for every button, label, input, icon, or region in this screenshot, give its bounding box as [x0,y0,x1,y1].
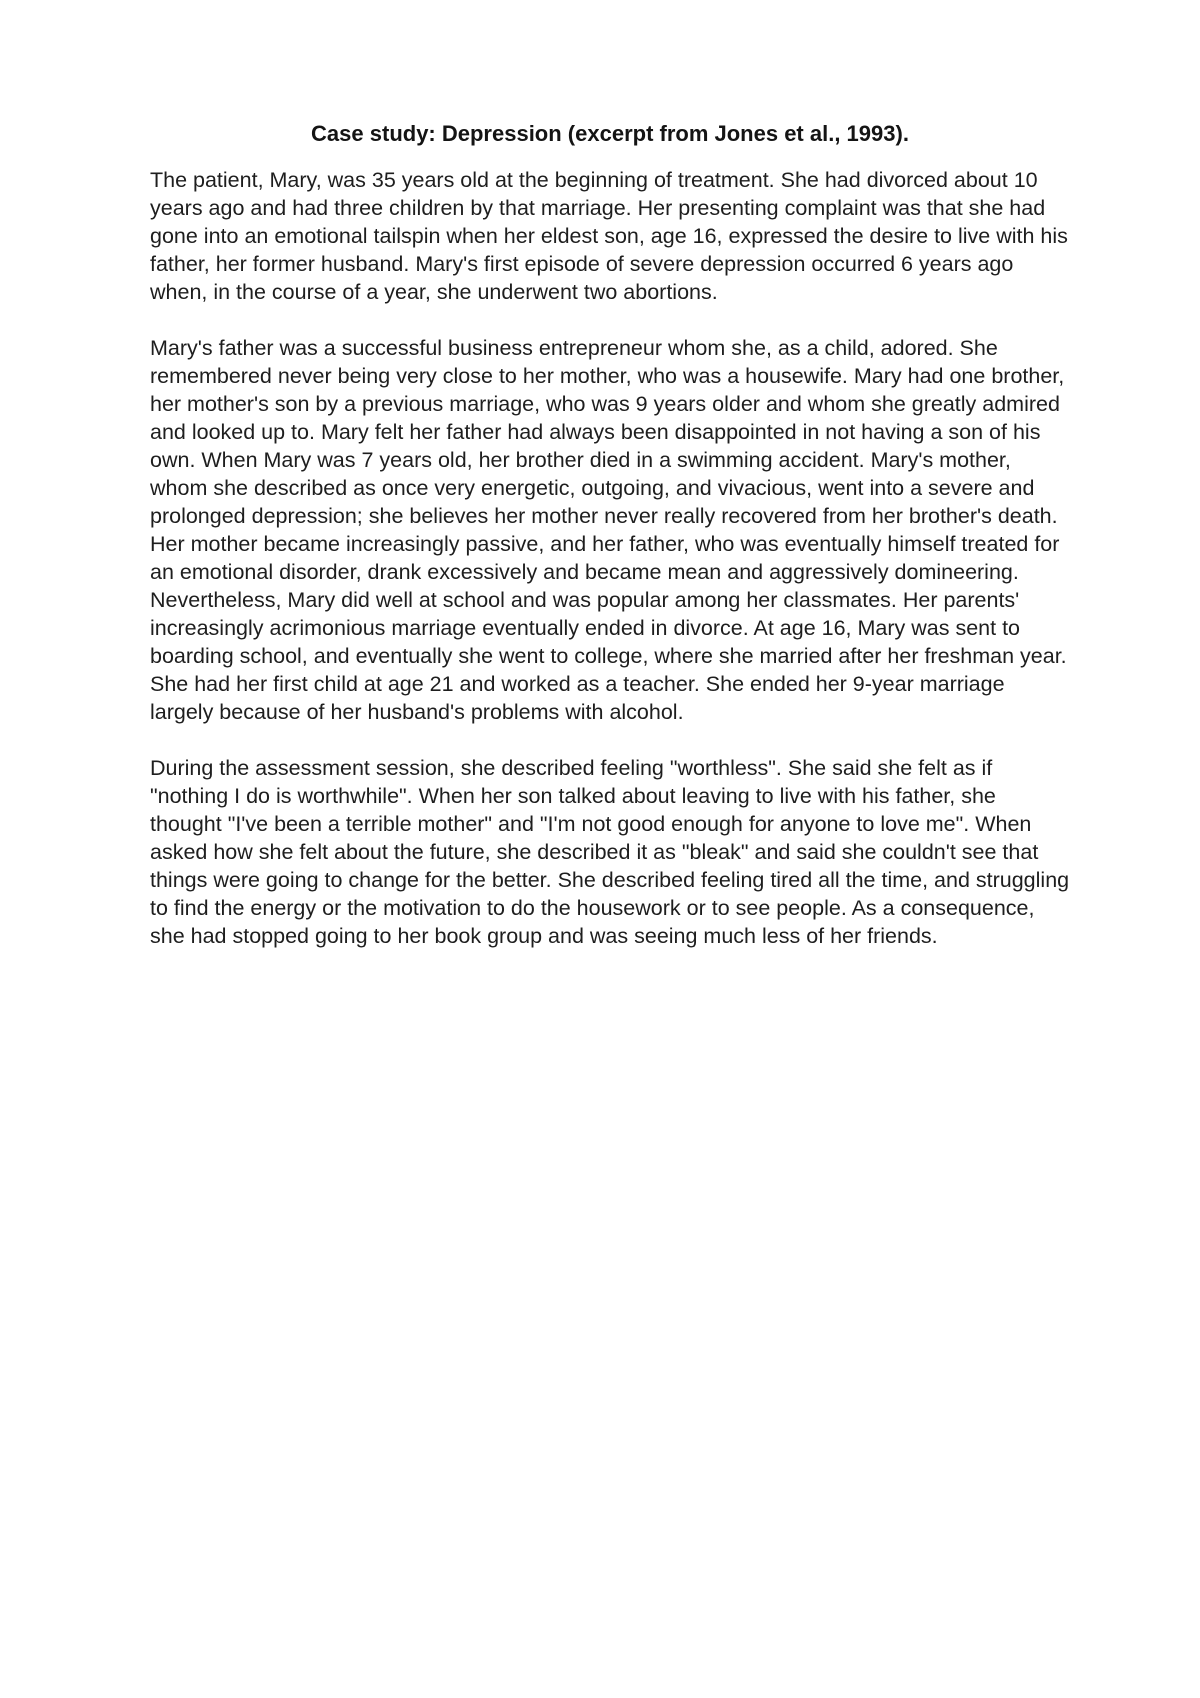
paragraph-assessment-session: During the assessment session, she described feeling "worthless". She said she felt as if "nothing I do is worthwhile". When her son talked about leaving to live with his father, she thought "I've been a terrible mother" and "I'm not good enough for anyone to love me". When asked how she felt about the future, she described it as "bleak" and said she couldn't see that things were going to change for the better. She described feeling tired all the time, and struggling to find the energy or the motivation to do the housework or to see people. As a consequence, she had stopped going to her book group and was seeing much less of her friends. [150,756,1070,948]
paragraph-family-history: Mary's father was a successful business entrepreneur whom she, as a child, adored. She remembered never being very close to her mother, who was a housewife. Mary had one brother, her mother's son by a previous marriage, who was 9 years older and whom she greatly admired and looked up to. Mary felt her father had always been disappointed in not having a son of his own. When Mary was 7 years old, her brother died in a swimming accident. Mary's mother, whom she described as once very energetic, outgoing, and vivacious, went into a severe and prolonged depression; she believes her mother never really recovered from her brother's death. Her mother became increasingly passive, and her father, who was eventually himself treated for an emotional disorder, drank excessively and became mean and aggressively domineering. Nevertheless, Mary did well at school and was popular among her classmates. Her parents' increasingly acrimonious marriage eventually ended in divorce. At age 16, Mary was sent to boarding school, and eventually she went to college, where she married after her freshman year. She had her first child at age 21 and worked as a teacher. She ended her 9-year marriage largely because of her husband's problems with alcohol. [150,336,1067,724]
document-body [150,120,1070,978]
paragraph-patient-background: The patient, Mary, was 35 years old at the beginning of treatment. She had divorced about 10 years ago and had three children by that marriage. Her presenting complaint was that she had gone into an emotional tailspin when her eldest son, age 16, expressed the desire to live with his father, her former husband. Mary's first episode of severe depression occurred 6 years ago when, in the course of a year, she underwent two abortions. [150,168,1068,304]
document-title: Case study: Depression (excerpt from Jones et al., 1993). [311,121,909,146]
